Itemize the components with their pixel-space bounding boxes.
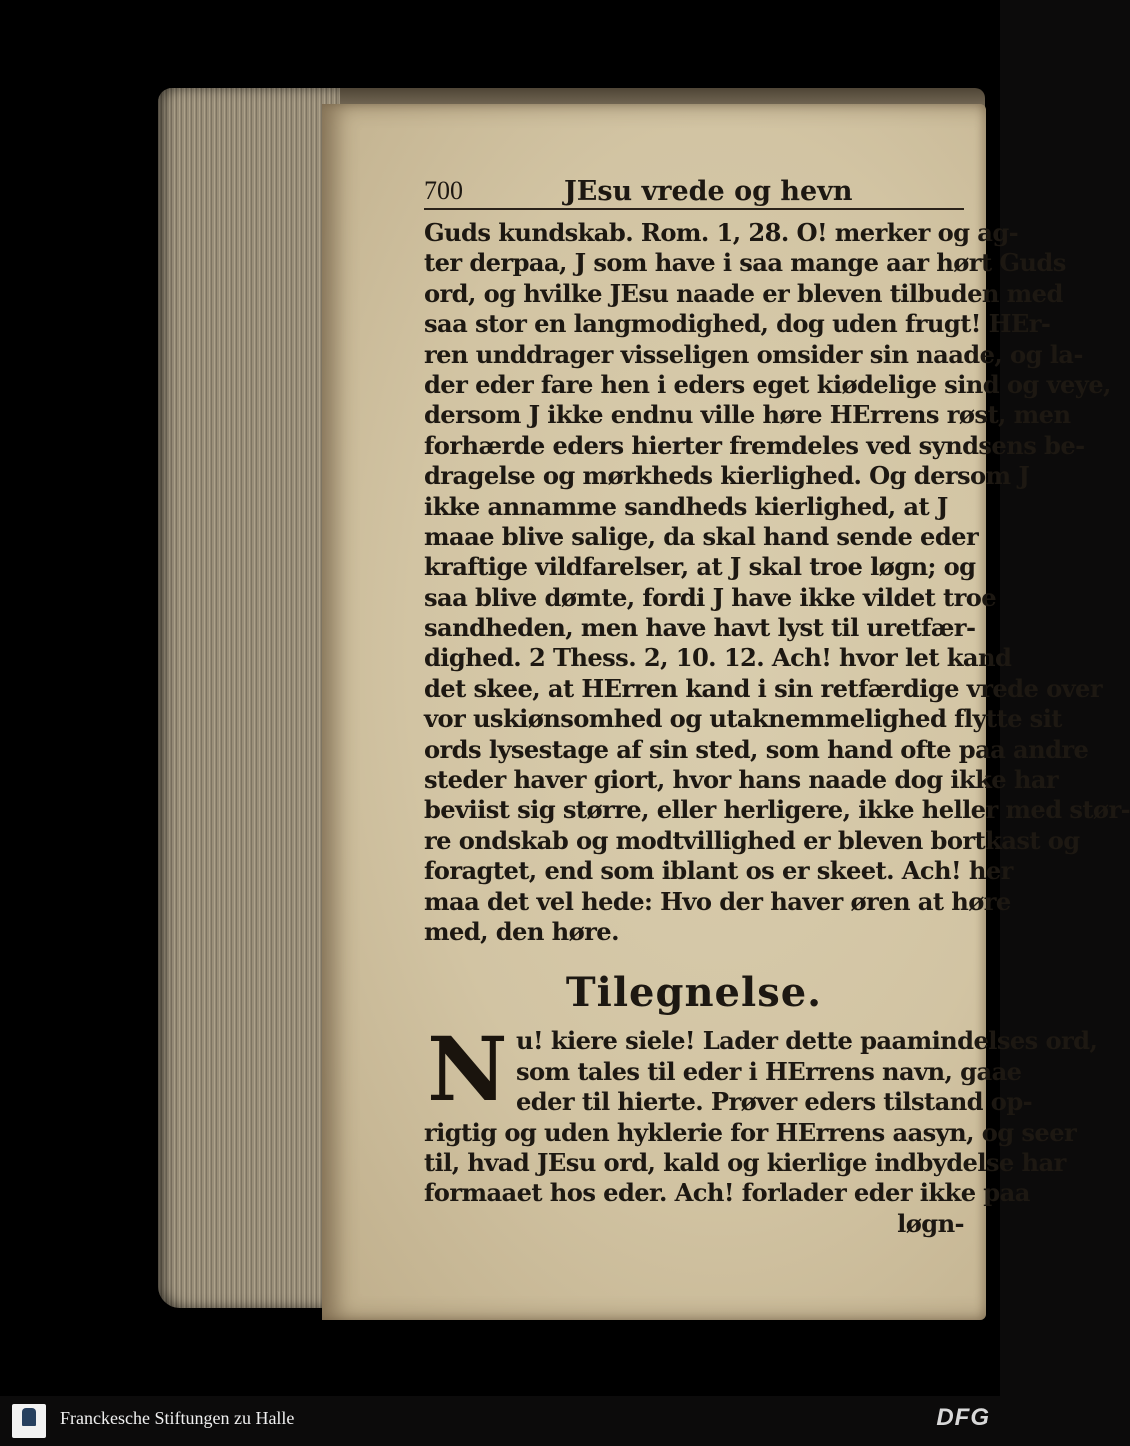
logo-glyph [22,1408,36,1426]
text-line: der eder fare hen i eders eget kiødelige sind og veye, [424,369,1111,399]
text-line: ord, og hvilke JEsu naade er bleven tilbuden med [424,278,1063,308]
text-line: eder til hierte. Prøver eders tilstand op- [516,1087,1033,1117]
section-heading: Tilegnelse. [565,969,823,1017]
text-line: ren unddrager visseligen omsider sin naade, og la- [424,339,1083,369]
text-line: rigtig og uden hyklerie for HErrens aasyn, og seer [424,1117,1077,1147]
text-line: maa det vel hede: Hvo der haver øren at høre [424,886,1011,916]
text-line: ter derpaa, J som have i saa mange aar hørt Guds [424,248,1066,278]
francke-logo-icon[interactable] [12,1404,46,1438]
page-number: 700 [424,176,463,205]
text-line: dighed. 2 Thess. 2, 10. 12. Ach! hvor let kand [424,643,1012,673]
text-line: u! kiere siele! Lader dette paamindelses ord, [516,1026,1098,1056]
running-head [424,176,964,210]
text-line: det skee, at HErren kand i sin retfærdige vrede over [424,673,1102,703]
page-content [424,176,1130,1239]
text-line: med, den høre. [424,916,619,946]
text-line: Guds kundskab. Rom. 1, 28. O! merker og ag- [424,218,1019,247]
text-line: til, hvad JEsu ord, kald og kierlige indbydelse har [424,1147,1066,1177]
text-line: vor uskiønsomhed og utaknemmelighed flytte sit [424,704,1062,734]
text-line: sandheden, men have havt lyst til uretfær- [424,613,976,643]
text-line: forhærde eders hierter fremdeles ved syndsens be- [424,430,1085,460]
body-text [424,218,1130,947]
text-line: dersom J ikke endnu ville høre HErrens røst, men [424,400,1071,430]
text-line: maae blive salige, da skal hand sende eder [424,521,979,551]
section-text [424,1017,1098,1239]
text-line: beviist sig større, eller herligere, ikke heller med stør- [424,795,1130,825]
text-line: dragelse og mørkheds kierlighed. Og dersom J [424,461,1030,491]
text-line: foragtet, end som iblant os er skeet. Ach! her [424,856,1013,886]
text-line: re ondskab og modtvillighed er bleven bortkast og [424,825,1080,855]
institution-name[interactable]: Franckesche Stiftungen zu Halle [60,1408,295,1428]
drop-cap: N [427,1017,507,1122]
text-line: saa blive dømte, fordi J have ikke vildet troe [424,582,997,612]
dfg-logo[interactable]: DFG [936,1404,990,1431]
book-fore-edge [158,88,340,1308]
text-line: formaaet hos eder. Ach! forlader eder ikke paa [424,1178,1030,1208]
text-line: steder haver giort, hvor hans naade dog ikke har [424,765,1059,795]
viewer-footer [0,1396,1000,1446]
text-line: kraftige vildfarelser, at J skal troe løgn; og [424,552,976,582]
text-line: ords lysestage af sin sted, som hand ofte paa andre [424,734,1089,764]
text-line: saa stor en langmodighed, dog uden frugt! HEr- [424,309,1051,339]
text-line: ikke annamme sandheds kierlighed, at J [424,491,948,521]
text-line: som tales til eder i HErrens navn, gaae [516,1056,1022,1086]
catchword: løgn- [897,1208,964,1238]
running-title: JEsu vrede og hevn [564,176,853,207]
